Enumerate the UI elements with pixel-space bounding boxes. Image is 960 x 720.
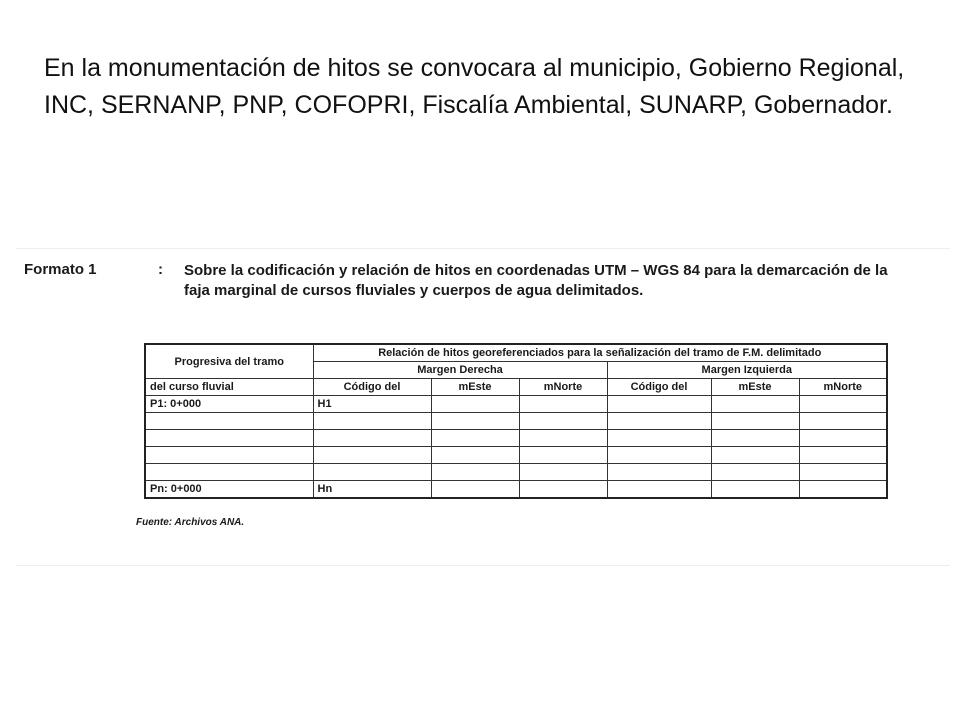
cell-codigo <box>313 430 431 447</box>
sub-header-row <box>145 379 887 396</box>
sub-header-meste-right: mEste <box>431 379 519 396</box>
table-row <box>145 447 887 464</box>
sub-header-mnorte-left: mNorte <box>799 379 887 396</box>
progresiva-header-top: Progresiva del tramo <box>145 344 313 379</box>
margin-left-header: Margen Izquierda <box>607 362 887 379</box>
hitos-table <box>144 343 888 499</box>
progresiva-header-bottom: del curso fluvial <box>145 379 313 396</box>
cell-progresiva: Pn: 0+000 <box>145 481 313 499</box>
cell-codigo: H1 <box>313 396 431 413</box>
margin-right-header: Margen Derecha <box>313 362 607 379</box>
cell-progresiva: P1: 0+000 <box>145 396 313 413</box>
group-header: Relación de hitos georeferenciados para la señalización del tramo de F.M. delimitado <box>313 344 887 362</box>
table-row <box>145 464 887 481</box>
table-row <box>145 396 887 413</box>
format-colon: : <box>158 261 163 278</box>
cell-codigo <box>313 413 431 430</box>
cell-progresiva <box>145 447 313 464</box>
intro-paragraph: En la monumentación de hitos se convocara al municipio, Gobierno Regional, INC, SERNANP, PNP, COFOPRI, Fiscalía Ambiental, SUNARP, Gobernador. <box>44 54 905 119</box>
cell-progresiva <box>145 430 313 447</box>
table-row <box>145 413 887 430</box>
table-row <box>145 481 887 499</box>
sub-header-codigo-left: Código del <box>607 379 711 396</box>
source-note: Fuente: Archivos ANA. <box>136 517 245 528</box>
sub-header-meste-left: mEste <box>711 379 799 396</box>
format-label: Formato 1 <box>24 261 97 278</box>
format-description: Sobre la codificación y relación de hitos en coordenadas UTM – WGS 84 para la demarcación de la faja marginal de cursos fluviales y cuerpos de agua delimitados. <box>184 262 888 299</box>
cell-codigo <box>313 464 431 481</box>
cell-codigo <box>313 447 431 464</box>
sub-header-mnorte-right: mNorte <box>519 379 607 396</box>
table-row <box>145 430 887 447</box>
cell-progresiva <box>145 413 313 430</box>
scanned-format-image <box>16 248 950 566</box>
cell-progresiva <box>145 464 313 481</box>
sub-header-codigo-right: Código del <box>313 379 431 396</box>
table-header-row <box>145 344 887 362</box>
cell-codigo: Hn <box>313 481 431 499</box>
